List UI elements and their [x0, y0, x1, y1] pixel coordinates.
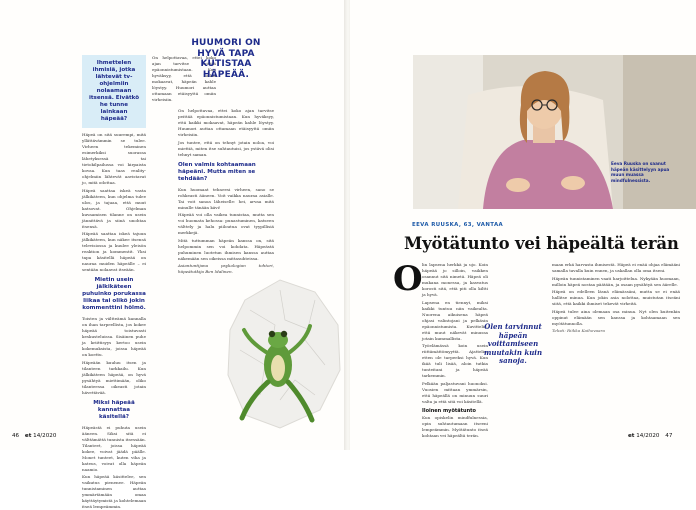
portrait-photo: [413, 55, 696, 209]
body-text: Häpeän tunnistaminen vaati harjoittelua. Nykyään huomaan, milloin häpeä nostaa päätään, ja osaan pysähtyä sen äärelle.: [552, 275, 680, 287]
magazine-brand: et: [24, 433, 32, 439]
body-text: On helpottavaa, ettei koko ajan tarvitse peittää epäonnistumistaan. Kun hyväksyy, että kaikki mokaavat, häpeän kahle löystyy. Huumori auttaa ottamaan etäisyyttä omiin virheisiin.: [178, 108, 274, 137]
section-heading: Iloinen myötätunto: [422, 407, 476, 414]
body-text: Lapsena en tiennyt, miksi kaikki tuntuu niin vaikealta. Nuorena aikuisena häpeä ohjasi valintojani ja pelkäsin epäonnistumista. Kuvittelin, että muut näkevät minussa jotain kummallista.: [422, 299, 488, 341]
body-text: Kun opiskelin mindfulnessia, opin suhtautumaan itseeni lempeämmin. Myötätunto itseä kohtaan vei häpeältä terän.: [422, 414, 488, 438]
left-page: [0, 0, 346, 509]
page-folio-left: [12, 433, 56, 439]
body-text: Pelkään paljastuvani huonoksi. Vuosien mittaan ymmärsin, että häpeällä on minuun suuri valta ja että sitä voi käsitellä.: [422, 380, 488, 404]
frog-illustration: [220, 270, 350, 445]
pull-quote: HUUMORI ON HYVÄ TAPA KUTISTAA HÄPEÄÄ.: [191, 38, 261, 80]
question-heading: Mietin usein jälkikäteen puhuinko porukassa liikaa tai olikö jokin kommenttini hölmö.: [82, 277, 146, 311]
body-text: Häpeää saattaa iskeä tajuun jälkikäteen, kun näkee itsensä televisiossa ja kuulee yleisön reaktion ja kommentit. Yksi tapa käsitellä häpeää on nauraa muiden häpeälle – ei sentään nolaavat itseään.: [82, 231, 146, 272]
body-text: lin lapsena herkkä ja ujo. Koin häpeää jo silloin, vaikken osannut sitä nimetä. Häpeä oli mukana monessa, ja kasvatus korosti sitä, että piti olla kiltti ja hyvä.: [422, 262, 488, 297]
body-text: Häpeä saattaa iskeä vasta jälkikäteen, kun ohjelma tulee ulos, ja tajuaa, että muut katsovat. Ohjelman kuvaamisen tilanne on usein jännittävä ja siinä unohtaa itsensä.: [82, 187, 146, 229]
body-text: Toisten ja vältteämä kannalla on ihan tarpeellista, jos kokee häpeää toistuvasti keskusteluissa. Sisäinen puhe ja kriittisyys kertoo usein kokemuksista, joissa häpeää on koettu.: [82, 316, 146, 357]
body-text: Häpeä on sitä suurempi, mitä yllättävämmin se tulee. Virheen tekeminen esimerkiksi suorassa lähetyksessä tai tietokilpailussa voi kirpaista kovaa. Kun taas reality-ohjelmiin lähtevät aavistavat jo, mitä odottaa.: [82, 132, 146, 185]
photo-caption: Eeva Ruuska on saanut häpeän käsittelyyn apua muun muassa mindfulnessista.: [611, 161, 670, 183]
question-box: Ihmettelen ihmisiä, jotka lähtevät tv-ohjelmiin nolaamaan itsensä. Eivätkö he tunne lainkaan häpeää?: [82, 55, 146, 128]
left-column-3: [178, 108, 274, 278]
right-column-2: [552, 262, 680, 427]
body-text: Kun huomaat tehneesi virheen, sano se rohkeasti ääneen. Voit vaikka nauraa asialle. Tai voit sanoa läheiselle: hei, arvaa mitä minulle tänään kävi!: [178, 186, 274, 210]
issue-number: 14/2020: [33, 433, 57, 439]
author-signature: Teksti: Riikka Kaihovaara: [552, 328, 605, 333]
left-column-1: [82, 55, 146, 509]
right-column-1: [422, 262, 488, 438]
page-folio-right: [628, 433, 672, 439]
expert-credit: Asiantuntijana psykologian tohtori, häpeätutkija Ben Malinen.: [178, 263, 274, 274]
body-text: Häpeää voi olla vaikea tunnistaa, mutta sen voi huomata kehossa: punastuminen, katseen välttely ja halu piiloutua ovat tyypillisiä merkkejä.: [178, 212, 274, 235]
woman-portrait-image: [413, 55, 696, 209]
issue-number: 14/2020: [636, 433, 660, 439]
body-text: Häpeästä ei puhuta usein ääneen. Siksi sitä ei välttämättä tunnista itsessään. Tilanteet, joissa häpeää kokee, voivat jäädä päälle. Monet tunteet, kuten viha ja kateus, voivat olla häpeän naamio.: [82, 424, 146, 472]
page-number: 46: [12, 433, 20, 439]
article-headline: Myötätunto vei häpeältä terän: [404, 234, 679, 253]
body-text: Häpeä tulee aina olemaan osa minua. Nyt olen kuitenkin oppinut elämään sen kanssa ja kohtaamaan sen myötätunnolla.: [552, 308, 680, 326]
question-heading: Olen valmis kohtaamaan häpeäni. Mutta miten se tehdään?: [178, 161, 256, 182]
body-text: Mitä tuttumman häpeän kanssa on, sitä helpommin sen voi kohdata. Häpeästä puhuminen luotetun ihmisen kanssa auttaa näkemään sen oikeissa mittasuhteissa.: [178, 237, 274, 261]
body-text: Häpeä on edelleen läsnä elämässäni, mutta se ei enää hallitse minua. Kun jokin asia nolottaa, muistutan itseäni siitä, että kaikki ihmiset tekevät virheitä.: [552, 289, 680, 306]
question-heading: Miksi häpeää kannattaa käsitellä?: [93, 399, 135, 420]
body-text: On helpottavaa, ettei koko ajan tarvitse peittää epäonnistumistaan. Kun hyväksyy, että kaikki mokaavat, häpeän kahle löystyy. Huumori auttaa ottamaan etäisyyttä omiin virheisiin.: [152, 55, 216, 102]
page-number: 47: [665, 433, 673, 439]
magazine-brand: et: [628, 433, 635, 439]
body-text: Työelämässä koin usein riittämättömyyttä. Ajattelin, etten ole tarpeeksi hyvä. Kun ikää tuli lisää, aloin tutkia tunteitani ja häpeää tarkemmin.: [422, 343, 488, 378]
article-byline: EEVA RUUSKA, 63, VANTAA: [412, 222, 504, 228]
body-text: Kun häpeää käsittelee, sen vaikutus pienenee. Häpeän tunnistaminen auttaa ymmärtämään omaa käyttäytymistä ja kohtelemaan itseä lempeämmin.: [82, 474, 146, 509]
drop-cap: O: [393, 259, 423, 299]
body-text: Häpeään kuuluu itsen ja tilanteen tarkkailu. Kun jälkikäteen häpeää, on hyvä pysähtyä miettimään, oliko tilanteessa oikeasti jotain hävettävää.: [82, 359, 146, 395]
body-text: maan erkä harvasta ihmisestä. Häpeä ei enää ohjaa elämääni samalla tavalla kuin ennen, ja uskallan olla oma itseni.: [552, 262, 680, 273]
body-text: Jos tuntee, että on tehnyt jotain noloa, voi miettiä, miten itse suhtautuisi, jos ystävä olisi tehnyt saman.: [178, 139, 274, 157]
right-pull-quote: Olen tarvinnut häpeän voittamiseen muutakin kuin sanoja.: [483, 322, 543, 365]
